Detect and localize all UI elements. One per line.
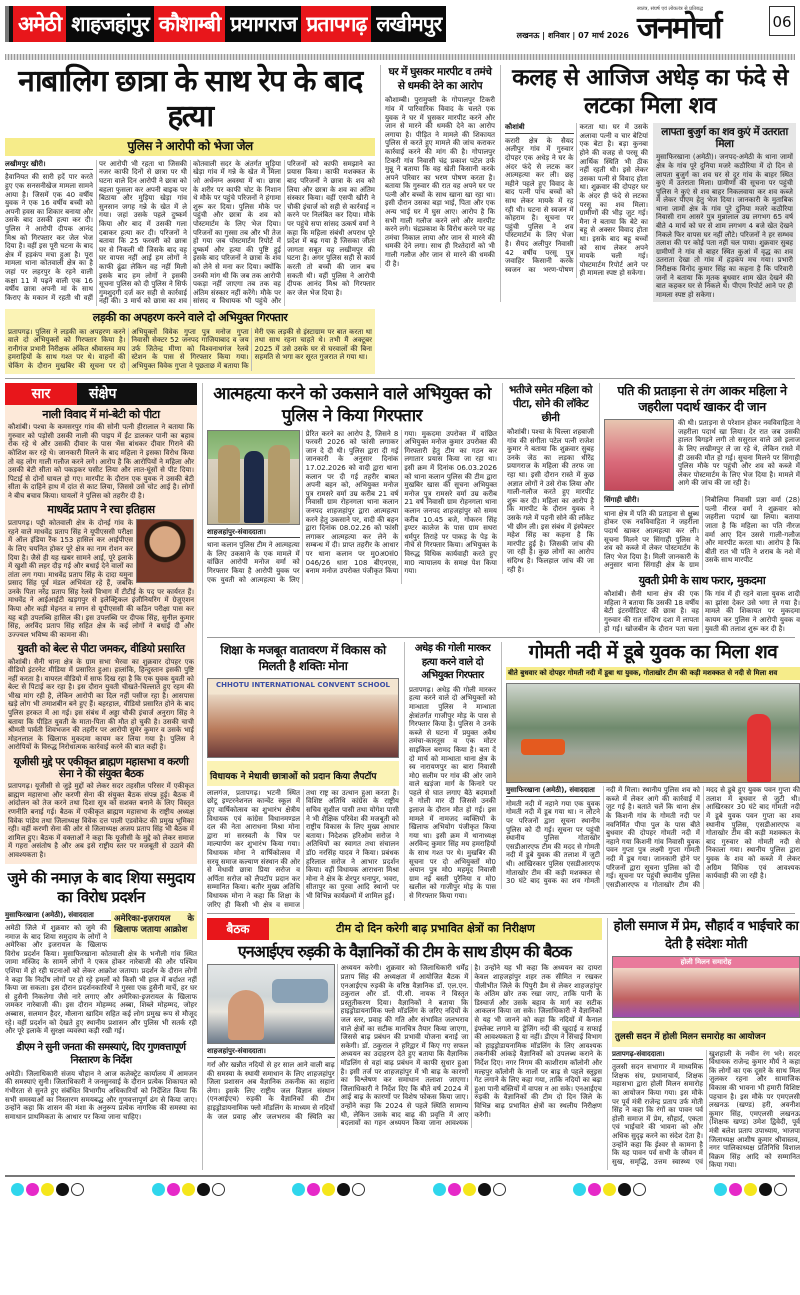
hanging-section <box>500 65 795 302</box>
poison-article <box>599 383 800 634</box>
holi-photo <box>612 956 800 1018</box>
row-d <box>207 918 800 1170</box>
education-body: लालगंज, प्रतापगढ़। भटनी स्थित छोटू इण्टरनेशनल कान्वेंट स्कूल में हुए वार्षिकोत्सव का शुभारंभ क्षेत्रीय विधायक एवं कांग्रेस विधानमण्डल दल की नेता आराधना मिश्रा मोना द्वारा मां सरस्वती के चित्र पर माल्यार्पण कर शुभारंभ किया गया। विधायक मोना ने वार्षिकोत्सव में सरयू समाज कल्याण संस्थान की ओर से मेधावी छात्रा प्रिया सरोज व अर्पिता सरोज को लैपटॉप प्रदान कर सम्मानित किया। बतौर मुख्य अतिथि विधायक मोना ने कहा कि शिक्षा के जरिए ही किसी भी क्षेत्र व समाज तथा राष्ट्र का उत्थान हुआ करता है। विशिष्ट अतिथि कांग्रेस के राष्ट्रीय सचिव सुशील पासी तथा योगेश पासी ने भी शैक्षिक परिवेश की मजबूती को राष्ट्रीय विकास के लिए मुख्य आधार बताया। निदेशक हरिओम सरोज ने अतिथियों का स्वागत तथा संचालन डॉ0 नरसिंह यादव ने किया। प्रबंधक हरिलाल सरोज ने आभार प्रदर्शन किया। वहीं विधायक आराधना मिश्रा मोना ने क्षेत्र के शेरपुर धनापुर, भवरा, सीतापुर का पुरवा आदि स्थानों पर भी विभिन्न कार्यक्रमों में शामिल हुईं। <box>207 788 399 909</box>
city-tab-pratapgarh[interactable]: प्रतापगढ़ <box>301 6 371 42</box>
shooting-article <box>404 642 496 900</box>
lead-article <box>5 65 375 374</box>
brief-headline: नाली विवाद में मां-बेटी को पीटा <box>42 407 160 421</box>
lead-body: लखीमपुर खीरी। हैवानियत की सारी हदें पार करते हुए एक सनसनीखेज मामला सामने आया है। जिसमें एक 40 वर्षीय युवक ने एक 16 वर्षीय बच्ची को अपनी हवस का शिकार बनाया और उसके बाद उसकी हत्या कर दी। पुलिस ने आरोपी दीपक आनंद मिश्र को गिरफ्तार कर जेल भेज दिया है। वहीं इस पूरी घटना के बाद क्षेत्र में हड़कंप मचा हुआ है। पूरा मामला थाना कोतवाली क्षेत्र का है जहां पर लहरपुर के रहने वाली कक्षा 11 में पढ़ने वाली एक 16 वर्षीय छात्रा अपनी मां के साथ किराए के मकान में रहती थी वहीं पर आरोपी भी रहता था जिसकी नजर काफी दिनों से छात्रा पर थी घटना वाले दिन आरोपी ने छात्रा को बहला फुसला कर अपनी बाइक पर बिठाया और मुड़िया खेड़ा गांव सुनसान जगह गन्ने के खेत में ले गया। जहां उसके पहले दुष्कर्म किया और बाद में उसकी गला दबाकर हत्या कर दी। परिजनों ने बताया कि 25 फरवरी को छात्रा घर से निकली थी जिसके बाद वह घर वापस नहीं आई हम लोगों ने काफी ढूंढा लेकिन वह नहीं मिली इसके बाद हम लोगों ने इसकी सूचना पुलिस को दी पुलिस ने सिर्फ गुमशुदगी दर्ज कर सही से कार्रवाई नहीं की। 3 मार्च को छात्रा का शव कोतवाली सदर के अंतर्गत मुड़िया खेड़ा गांव में गन्ने के खेत में मिला जो अर्धनग्न अवस्था में था। छात्रा के शरीर पर काफी चोट के निशान थे मौके पर पहुंचे परिजनों ने हंगामा शुरू कर दिया। पुलिस मौके पर पहुंची और छात्रा के शव को पोस्टमार्टम के लिए भेज दिया। परिजनों का गुस्सा तब और भी तेज हो गया जब पोस्टमार्टम रिपोर्ट में दुष्कर्म और हत्या की पुष्टि हुई इसके बाद परिजनों ने छात्रा के शव को लेने से मना कर दिया। क्योंकि उनकी मांग थी कि जब तक आरोपी पकड़ा नहीं जाएगा तब तक वह अंतिम संस्कार नहीं करेंगे। मौके पर सांसद व विधायक भी पहुंचे और परिजनों को काफी समझाने का प्रयास किया। काफी मशक्कत के बाद परिजनों ने छात्रा के शव को लिया और छात्रा के शव का अंतिम संस्कार किया। वहीं एसपी खीरी ने चौकी इंचार्ज को सही से कार्रवाई न करने पर निलंबित कर दिया। मौके पर पहुंचे सपा सांसद उत्कर्ष वर्मा ने कहा कि महिला संबंधी अपराध पूरे प्रदेश में बढ़ गया है जिसका जीता जागता सबूत यह लखीमपुर की घटना है। अगर पुलिस सही से कार्य करती तो बच्ची की जान बच सकती थी। वहीं पुलिस ने आरोपी दीपक आनंद मिश्र को गिरफ्तार कर जेल भेज दिया है। <box>5 159 375 306</box>
nih-headline: एनआईएच रुड़की के वैज्ञानिकों की टीम के साथ डीएम की बैठक <box>237 942 572 962</box>
dm-public-headline: डीएम ने सुनी जनता की समस्याएं, दिए गुणवत्तापूर्ण निस्तारण के निर्देश <box>16 1041 186 1066</box>
school-event-photo <box>207 678 399 758</box>
nih-body: शाहजहांपुर-संवाददाता। गर्रा और खन्नौत नदियों से हर साल आने वाली बाढ़ की समस्या के स्थायी समाधान के लिए शाहजहांपुर जिला प्रशासन अब वैज्ञानिक तकनीक का सहारा लेगा। इसके लिए राष्ट्रीय जल विज्ञान संस्थान (एनआईएच) रुड़की के वैज्ञानिकों की टीम हाइड्रोडायनामिक फ्लो मॉडलिंग के माध्यम से नदियों के जल प्रवाह और जलभराव की स्थिति का अध्ययन करेगी। शुक्रवार को जिलाधिकारी धर्मेंद्र प्रताप सिंह की अध्यक्षता में आयोजित बैठक में एनआईएच रुड़की के वरिष्ठ वैज्ञानिक डॉ. एल.एन. ठकुराल और डॉ. पी.सी. नायक ने विस्तृत प्रस्तुतीकरण दिया। वैज्ञानिकों ने बताया कि हाइड्रोडायनामिक फ्लो मॉडलिंग के जरिए नदियों के जल स्तर, प्रवाह की गति और संभावित जलभराव वाले क्षेत्रों का सटीक मानचित्र तैयार किया जाएगा, जिससे बाढ़ प्रबंधन की प्रभावी योजना बनाई जा सकेगी। डॉ. ठकुराल ने हरिद्वार में किए गए सफल अध्ययन का उदाहरण देते हुए बताया कि वैज्ञानिक मॉडलिंग से वहां बाढ़ प्रबंधन में काफी सुधार हुआ है। इसी तर्ज पर शाहजहांपुर में भी बाढ़ के कारणों का विश्लेषण कर समाधान तलाशा जाएगा। जिलाधिकारी ने निर्देश दिए कि बीते वर्ष 2024 में आई बाढ़ के कारणों पर विशेष फोकस किया जाए। उन्होंने कहा कि 2024 से पहले स्थिति सामान्य थी, लेकिन उसके बाद बाढ़ की प्रवृत्ति में आए बदलावों का गहन अध्ययन किया जाना आवश्यक है। उन्होंने यह भी कहा कि अध्ययन का दायरा केवल शाहजहांपुर शहर तक सीमित न रखकर पीलीभीत जिले के पिपुरी डैम से लेकर शाहजहांपुर के अंतिम छोर तक रखा जाए, ताकि पानी के डिस्चार्ज और उसके बहाव के मार्ग का सटीक आकलन किया जा सके। जिलाधिकारी ने वैज्ञानिकों से यह भी जानने को कहा कि नदियों में कैनाल इंफ्लेक्ट लगाने या ड्रेजिंग नदी की खुदाई व सफाई की आवश्यकता है या नहीं। डीएम ने सिंचाई विभाग को हाइड्रोडायनामिक मॉडलिंग के लिए आवश्यक तकनीकी आंकड़े वैज्ञानिकों को उपलब्ध कराने के निर्देश दिए। नगर निगम की काशीराम कॉलोनी और मल्हपुर कॉलोनी के नालों पर बाढ़ से पहले स्लूइस गेट लगाने के लिए कहा गया, ताकि नदियों का बढ़ा हुआ पानी बस्तियों में वापस न आ सके। एनआईएच रुड़की के वैज्ञानिकों की टीम दो दिन जिले के विभिन्न बाढ़ प्रभावित क्षेत्रों का स्थलीय निरीक्षण करेगी। <box>207 964 602 1128</box>
gomti-body: मुसाफिरखाना (अमेठी), संवाददाता गोमती नदी में नहाने गया एक युवक गोमती नदी में डूब गया था। न लौटने पर परिजनों द्वारा सूचना स्थानीय पुलिस को दी गई। सूचना पर पहुंची स्थानीय पुलिस गोताखोर एसडीआरएफ टीम की मदद से गोमती नदी में डूबे युवक की तलाश में जुटी थी। आखिरकार पुलिस एसडीआरएफ गोताखोर टीम की कड़ी मशक्कत से 30 घंटे बाद युवक का शव गोमती नदी में मिला। स्थानीय पुलिस शव को कब्जे में लेकर आगे की कार्रवाई में जुट गई है। बताते चलें कि थाना क्षेत्र के किशनी गांव के गोमती नदी पर नवनिर्मित पीपा पुल के पास बीते बुधवार की दोपहर गोमती नदी में नहाने गया किशनी गांव निवासी युवक पवन गुप्ता पुत्र लक्ष्मी गुप्ता गोमती नदी में डूब गया। जानकारी होने पर परिजनों द्वारा सूचना पुलिस को दी गई। सूचना पर पहुंची स्थानीय पुलिस एसडीआरएफ व गोताखोर टीम की मदद से डूबे हुए युवक पवन गुप्ता की तलाश में बुधवार से जुटी थी। आखिरकार 30 घंटे बाद गोमती नदी में डूबे युवक पवन गुप्ता का शव स्थानीय पुलिस, एसडीआरएफ व गोताखोर टीम की कड़ी मशक्कत के बाद गुरुवार को गोमती नदी से निकाला गया। स्थानीय पुलिस द्वारा युवक के शव को कब्जे में लेकर अग्रिम विधिक एवं आवश्यक कार्यवाही की जा रही है। <box>506 786 800 889</box>
left-stack <box>5 383 197 1122</box>
locket-headline: भतीजे समेत महिला को पीटा, सोने की लॉकेट छीनी <box>509 383 592 424</box>
eloped-headline: युवती प्रेमी के साथ फरार, मुकदमा <box>638 574 766 587</box>
poison-headline: पति की प्रताड़ना से तंग आकर महिला ने जहरीला पदार्थ खाकर दी जान <box>617 382 787 415</box>
holi-article <box>607 918 800 1170</box>
cmyk-marks <box>573 1179 648 1192</box>
city-tab-prayagraj[interactable]: प्रयागराज <box>225 6 301 42</box>
suicide-headline: आत्महत्या करने को उकसाने वाले अभियुक्त को पुलिस ने किया गिरफ्तार <box>213 383 491 426</box>
brief-body: प्रतापगढ़। यूजीसी से जुड़े मुद्दों को लेकर सदर तहसील परिसर में एकीकृत ब्राह्मण महासभा और करणी सेना की संयुक्त बैठक संपन्न हुई। बैठक में आंदोलन को तेज करने तथा दिशा सूत्र को सशक्त बनाने के लिए विस्तृत रणनीति बनाई गई। बैठक में एकीकृत ब्राह्मण महासभा के राष्ट्रीय अध्यक्ष विवेक पांडेय तथा जिलाध्यक्ष विवेक दत्त पाली एडवोकेट की प्रमुख भूमिका रही। वहीं करणी सेना की ओर से जिलाध्यक्ष अजय प्रताप सिंह भी बैठक में शामिल हुए। बैठक में वक्ताओं ने कहा कि यूजीसी के मुद्दे को लेकर समाज में गहरा असंतोष है और अब इसे राष्ट्रीय स्तर पर मजबूती से उठाने की आवश्यकता है। <box>8 782 194 859</box>
kidnap-body: प्रतापगढ़। पुलिस ने लड़की का अपहरण करने वाले दो अभियुक्तों को गिरफ्तार किया है। रानीगंज प्रभारी निरीक्षक अंकित श्रीवास्तव मय हमराहियों के साथ गश्त पर थे। वाहनों की चेकिंग के दौरान मुखबिर की सूचना पर दो अभियुक्तों विवेक गुप्ता पुत्र मनोज गुप्ता निवासी सेक्टर 52 जनपद गाजियाबाद व जय उर्फ जितेन्द्र मीणा को विश्वनाथगंज रेलवे स्टेशन के पास से गिरफ्तार किया गया। अभियुक्त विवेक गुप्ता ने पूछताछ में बताया कि मेरी एक लड़की से इंस्टाग्राम पर बात करता था तथा साथ रहना चाहते थे। तभी मैं अक्टूबर 2025 में उसे उसके घर से घरवालों की बिना सहमति से भगा कर सूरत गुजरात ले गया था। <box>8 327 372 370</box>
page-number: 06 <box>769 6 795 36</box>
masthead <box>5 0 795 54</box>
namaz-callout: अमेरिका-इज़रायल के खिलाफ जताया आक्रोश <box>111 911 197 940</box>
namaz-headline: जुमे की नमाज़ के बाद शिया समुदाय का विरोध प्रदर्शन <box>7 868 195 906</box>
education-callout: विधायक ने मेधावी छात्राओं को प्रदान किया लैपटॉप <box>207 761 399 786</box>
brief-body: कौशांबी। सैनी थाना क्षेत्र के ग्राम सभा भैरवा का शुक्रवार दोपहर एक वीडियो इंटरनेट मीडिया में प्रसारित हुआ। हालांकि, हिन्दुस्तान इसकी पुष्टि नहीं करता है। वायरल वीडियो में साफ दिख रहा है कि एक युवक युवती को बेल्ट से पिटाई कर रहा है। इस दौरान युवती चीखते-चिल्लाते हुए रहम की भीख मांग रही है, लेकिन आरोपी का दिल नहीं पसीज रहा है। आसपास खड़े लोग भी तमाशबीन बने हुए हैं। बहरहाल, वीडियो प्रसारित होने के बाद पुलिस हरकत में आ गई। इस संबंध में अड्डा चौकी इंचार्ज अनुराग सिंह ने बताया कि पीड़ित युवती के माता-पिता की मौत हो चुकी है। उसकी चाची श्रीमती पार्वती शिवभजन की तहरीर पर आरोपी सुमेर कुमार व उसके भाई मोहनलाल के खिलाफ मुकदमा कायम कर लिया गया है। पुलिस ने आरोपियों के विरुद्ध निरोधात्मक कार्रवाई करने की बात कही है। <box>8 657 194 752</box>
arrest-photo <box>207 430 300 525</box>
kidnap-article <box>5 309 375 374</box>
city-tab-kaushambi[interactable]: कौशाम्बी <box>154 6 226 42</box>
dateline: लखनऊ | शनिवार | 07 मार्च 2026 <box>516 31 629 40</box>
nih-subhead: टीम दो दिन करेगी बाढ़ प्रभावित क्षेत्रों का निरीक्षण <box>269 918 602 940</box>
top-row <box>5 65 795 374</box>
shooting-body: प्रतापगढ़। अधेड़ की गोली मारकर हत्या करने वाले दो अभियुक्तों को मान्धाता पुलिस ने मान्धाता क्षेत्रांतर्गत गाजीपुर मोड़ के पास से गिरफ्तार किया है। पुलिस ने उनके कब्जे से घटना में प्रयुक्त अवैध तमंचा-कारतूस व एक मोटर साइकिल बरामद किया है। बता दें दो मार्च को मान्धाता थाना क्षेत्र के स्व नारायणपुर का बारा निवासी मो0 सलीम पर गांव की ओर जाने वाले खड़ंजा मार्ग के किनारे पर पहले से घात लगाए बैठे बदमाशों ने गोली मार दी जिससे उनकी इलाज के दौरान मौत हो गई। इस मामले में नामजद व्यक्तियों के खिलाफ अभियोग पंजीकृत किया गया था। इसी क्रम में थानाध्यक्ष अरविन्द कुमार सिंह मय हमराहियों के साथ गश्त पर थे। मुखबिर की सूचना पर दो अभियुक्तों मो0 अयान पुत्र मो0 महमूद निवासी ग्राम नई बस्ती पुरैनिया व मो0 खलील को गाजीपुर मोड़ के पास से गिरफ्तार किया गया। <box>409 685 496 901</box>
suicide-body: शाहजहांपुर-संवाददाता। थाना कलान पुलिस टीम ने आत्महत्या के लिए उकसाने के एक मामले में वांछित आरोपी मनोज वर्मा को गिरफ्तार किया है आरोपी युवक पर एक युवती को आत्महत्या के लिए प्रेरित करने का आरोप है, जिसने 8 फरवरी 2026 को फांसी लगाकर जान दे दी थी। पुलिस द्वारा दी गई जानकारी के अनुसार दिनांक 17.02.2026 को वादी द्वारा थाना कलान पर दी गई तहरीर बाबत अपनी बहन को, अभियुक्त मनोज पुत्र रामसरे वर्मा उम्र करीब 21 वर्ष निवासी ग्राम रोहनगला थाना कलान जनपद शाहजहांपुर द्वारा आत्महत्या करने हेतु उकसाने पर, वादी की बहन द्वारा दिनांक 08.02.26 को फांसी लगाकर आत्महत्या कर लेने के सम्बन्ध में दी। प्राप्त तहरीर के आधार पर थाना कलान पर मु0अ0सं0 046/26 धारा 108 बीएनएस, बनाम मनोज उपरोक्त पंजीकृत किया गया। मुकदमा उपरोक्त में वांछित अभियुक्त मनोज कुमार उपरोक्त की गिरफ्तारी हेतु टीम का गठन कर लगातार प्रयास किया जा रहा था। इसी क्रम में दिनांक 06.03.2026 को थाना कलान पुलिस की टीम द्वारा मुखबिर खास की सूचना अभियुक्त मनोज पुत्र रामसरे वर्मा उम्र करीब 21 वर्ष निवासी ग्राम रोहनगला थाना कलान जनपद शाहजहांपुर को समय करीब 10.45 बजे, गोकरन सिंह इण्टर कालेज के पास ग्राम सथरा धर्मपुर तिराहे पर पाकड़ के पेड़ के नीचे से गिरफ्तार किया। अभियुक्त के विरुद्ध विधिक कार्यवाही करते हुए मा0 न्यायालय के समक्ष पेश किया गया। <box>207 429 497 584</box>
brief-headline: युवती को बेल्ट से पीटा जमकर, वीडियो प्रसारित <box>17 643 185 656</box>
print-registration-bar <box>5 1175 795 1194</box>
meeting-photo <box>207 964 335 1044</box>
locket-article <box>502 383 594 575</box>
kidnap-headline: लड़की का अपहरण करने वाले दो अभियुक्त गिरफ्तार <box>92 310 288 324</box>
school-banner: CHHOTU INTERNATIONAL CONVENT SCHOOL <box>216 680 390 689</box>
mid-top-article <box>380 65 495 268</box>
row-divider <box>5 378 795 379</box>
cmyk-marks <box>152 1179 227 1192</box>
hanging-body: कौशांबी करारी क्षेत्र के सैयद अलीपुर गांव में गुरुवार दोपहर एक अधेड़ ने घर के अंदर फंदे से लटक कर आत्महत्या कर ली। छह महीने पहले हुए विवाद के बाद पत्नी पांच बच्चों को साथ लेकर मायके में रह रही थी। घटना से स्वजन में कोहराम है। सूचना पर पहुंची पुलिस ने शव पोस्टमार्टम के लिए भेजा है। सैयद अलीपुर निवासी 42 वर्षीय परसू पुत्र जवाहिर किसानी करके स्वजन का भरण-पोषण करता था। घर में उसके अलावा पत्नी व चार बेटियां एक बेटा है। बड़ा कुनबा होने की वजह से परसू की आर्थिक स्थिति भी ठीक नहीं रहती थी। इसे लेकर उसका पत्नी से विवाद होता था। शुक्रवार की दोपहर घर के अंदर ही फंदे से लटका परसू का शव मिला। ग्रामीणों की भीड़ जुट गई। मैना ने बताया कि बेटे का बहू से अक्सर विवाद होता था। इसके बाद बहू बच्चों को साथ लेकर अपने मायके चली गई। पोस्टमार्टम रिपोर्ट आने पर ही मामला स्पष्ट हो सकेगा। <box>505 123 648 278</box>
cmyk-marks <box>292 1179 367 1192</box>
nih-label: बैठक <box>207 918 269 940</box>
logo-block <box>637 6 769 46</box>
brief-body: कौशांबी। पश्चा के कमसरपुर गांव की सोनी पत्नी हीरालाल ने बताया कि गुरुवार को पड़ोसी उसकी नाली की पाइप में ईंट डालकर पानी का बहाव रोक रहे थे और उसकी दीवार के पास भैंस बांधकर दीवार गिराने की कोशिश कर रहे थे। जानकारी मिलने के बाद महिला ने इसका विरोध किया तो वह लोग गाली गलौज करने लगे। आरोप है कि आरोपियों ने महिला और उसकी बेटी सीता को पकड़कर घसीट लिया और लात-घूंसों से पीट दिया। पिटाई से दोनों घायल हो गए। मारपीट के दौरान एक युवक ने उसकी बेटी सीता के दाहिने हाथ में दांत से काट लिया, जिससे उसे चोट आई है। लोगों ने बीच बचाव किया। घायलों ने पुलिस को तहरीर दी है। <box>8 423 194 500</box>
brief-header <box>5 383 197 405</box>
poison-body: की थी। प्रताड़ना से परेशान होकर नवविवाहिता ने जहरीला पदार्थ खा लिया। देर रात जब उसकी हालत बिगड़ने लगी तो ससुराल वाले उसे इलाज के लिए लखीमपुर ले जा रहे थे, लेकिन रास्ते में ही उसकी मौत हो गई। सूचना मिलने पर सिंगाही पुलिस मौके पर पहुंची और शव को कब्जे में लेकर पोस्टमार्टम के लिए भेज दिया है। मामले में आगे की जांच की जा रही है। सिंगाही खीरी। थाना क्षेत्र में पति की प्रताड़ना से क्षुब्ध होकर एक नवविवाहिता ने जहरीला पदार्थ खाकर आत्महत्या कर ली। सूचना मिलने पर सिंगाही पुलिस ने शव को कब्जे में लेकर पोस्टमार्टम के लिए भेज दिया है। मिली जानकारी के अनुसार थाना सिंगाही क्षेत्र के ग्राम निबौलिया निवासी प्रज्ञा वर्मा (28) पत्नी नीरज वर्मा ने शुक्रवार को जहरीला पदार्थ खा लिया। बताया जाता है कि महिला का पति नीरज वर्मा आए दिन उससे गाली-गलौज और मारपीट करता था। आरोप है कि बीती रात भी पति ने शराब के नशे में उसके साथ मारपीट <box>604 419 800 570</box>
gomti-headline: गोमती नदी में डूबे युवक का मिला शव <box>528 641 778 664</box>
brief-column <box>5 383 197 864</box>
missing-headline: लापता बुजुर्ग का शव कुएं में उतराता मिला <box>661 126 788 151</box>
row-c <box>207 641 800 909</box>
holi-banner: होली मिलन समारोह <box>680 958 732 967</box>
brief-headline: माधवेंद्र प्रताप ने रचा इतिहास <box>47 503 155 517</box>
madhvendra-photo <box>136 519 194 583</box>
education-article <box>207 642 399 909</box>
lead-subhead: पुलिस ने आरोपी को भेजा जेल <box>5 138 375 156</box>
cmyk-marks <box>11 1179 86 1192</box>
tagline: स्वतंत्र, संघर्ष एवं लोकतंत्र से प्रतिबद्ध <box>637 6 703 12</box>
cmyk-marks <box>433 1179 508 1192</box>
city-tab-lakhimpur[interactable]: लखीमपुर <box>371 6 446 42</box>
locket-body: कौशांबी। पश्चा के चिल्ला शहबाजी गांव की संगीता पटेल पत्नी राजेश कुमार ने बताया कि शुक्रवार सुबह उनके जेठ का लड़का धीरेंद्र प्रयागराज के महिला की तरफ जा रहा था। इसी दौरान रास्ते में कुछ अज्ञात लोगों ने उसे रोक लिया और गाली-गलौज करते हुए मारपीट शुरू कर दी। महिला का आरोप है कि मारपीट के दौरान युवक ने उसके गले में पहनी सोने की लॉकेट भी छीन ली। इस संबंध में इंस्पेक्टर महेश सिंह का कहना है कि मारपीट हुई है। जिसकी जांच की जा रही है। कुछ लोगों का आरोप संदिग्ध है। फिलहाल जांच की जा रही है। <box>507 428 594 574</box>
missing-article <box>653 123 796 302</box>
poison-side-text: की थी। प्रताड़ना से परेशान होकर नवविवाहिता ने जहरीला पदार्थ खा लिया। देर रात जब उसकी हालत बिगड़ने लगी तो ससुराल वाले उसे इलाज के लिए लखीमपुर ले जा रहे थे, लेकिन रास्ते में ही उसकी मौत हो गई। सूचना मिलने पर सिंगाही पुलिस मौके पर पहुंची और शव को कब्जे में लेकर पोस्टमार्टम के लिए भेज दिया है। मामले में आगे की जांच की जा रही है। <box>678 419 800 488</box>
brief-headline: यूजीसी मुद्दे पर एकीकृत ब्राह्मण महासभा व करणी सेना ने की संयुक्त बैठक <box>13 756 189 781</box>
city-tab-shahjahanpur[interactable]: शाहजहांपुर <box>66 6 154 42</box>
lead-headline: नाबालिग छात्रा के साथ रेप के बाद हत्या <box>18 64 362 134</box>
nih-banner <box>207 918 602 940</box>
city-tab-amethi[interactable]: अमेठी <box>13 6 66 42</box>
header-divider <box>5 54 795 60</box>
row-divider <box>207 913 795 914</box>
brief-label-sar: सार <box>5 383 77 405</box>
nih-article <box>207 918 602 1128</box>
lower-region <box>5 382 800 1170</box>
holi-headline: होली समाज में प्रेम, सौहार्द व भाईचारे का देती है संदेशः मोती <box>613 919 799 952</box>
gomti-subhead: बीते बुधवार को दोपहर गोमती नदी में डूबा था युवक, गोताखोर टीम की कड़ी मशक्कत से नदी से मिला शव <box>506 667 800 680</box>
holi-callout: तुलसी सदन में होली मिलन समारोह का आयोजन <box>612 1021 800 1046</box>
gomti-article <box>501 642 800 889</box>
holi-body: प्रतापगढ़-संवाददाता। तुलसी सदन सभागार में माध्यमिक शिक्षक संघ, प्रधानाचार्य, शिक्षक महासभा द्वारा होली मिलन समारोह का आयोजन किया गया। इस मौके पर पूर्व मंत्री राजेन्द्र प्रताप उर्फ मोती सिंह ने कहा कि रंगों का पावन पर्व होली समाज में प्रेम, सौहार्द, एकता एवं भाईचारे की भावना को और अधिक सुदृढ़ करने का संदेश देता है। उन्होंने कहा कि ईश्वर से कामना है कि यह पावन पर्व सभी के जीवन में सुख, समृद्धि, उत्तम स्वास्थ्य एवं खुशहाली के नवीन रंग भरे। सदर विधायक राजेन्द्र कुमार मौर्य ने कहा कि लोगों का एक दूसरे के साथ मिल जुलकर रहना और सामाजिक विकास की भावना भी हमारी विशिष्ट पहचान है। इस मौके पर एमएलसी लखनऊ (खण्ड) हरी, अवनीश कुमार सिंह, एमएलसी लखनऊ (शिक्षक खण्ड) उमेश द्विवेदी, पूर्व मंत्री बलेश प्रताप उपाध्याय, भाजपा जिलाध्यक्ष आशीष कुमार श्रीवास्तव, नगर पालिकाध्यक्ष प्रतिनिधि विशाल विक्रम सिंह आदि को सम्मानित किया गया। <box>612 1049 800 1170</box>
newspaper-logo: जनमोर्चा <box>637 11 721 46</box>
city-tabs <box>5 6 446 42</box>
row-divider <box>207 637 795 638</box>
mid-top-headline: घर में घुसकर मारपीट व तमंचे से धमकी देने का आरोप <box>388 66 492 93</box>
shooting-headline: अधेड़ की गोली मारकर हत्या करने वाले दो अभियुक्त गिरफ्तार <box>414 643 491 682</box>
mid-top-body: कौशाम्बी। पुरामुफ्ती के गोपालपुर टिकरी गांव में पारिवारिक विवाद के चलते एक युवक ने घर में घुसकर मारपीट करने और जान से मारने की धमकी देने का आरोप लगाया है। पीड़ित ने मामले की शिकायत पुलिस से करते हुए मामले की जांच कराकर कार्रवाई करने की मांग की है। गोपालपुर टिकरी गांव निवासी चंद्र प्रकाश पटेल उर्फ मुन्नू ने बताया कि वह खेती किसानी करके अपने परिवार का भरण पोषण करता है। बताया कि गुरुवार की रात वह अपने घर पर पत्नी और बच्चों के साथ खाना खा रहा था। इसी दौरान उसका बड़ा भाई, पिता और एक अन्य भाई घर में घुस आए। आरोप है कि सभी गाली गलौज करने लगे और मारपीट करने लगे। चंद्रप्रकाश के विरोध करने पर वह तमंचा निकाल लाया और जान से मारने की धमकी देने लगा। साथ ही रिश्तेदारों को भी गाली गलौज और जान से मारने की धमकी दी है। <box>385 96 495 268</box>
right-area <box>202 382 800 1170</box>
suicide-article <box>207 383 497 585</box>
brief-label-sankshep: संक्षेप <box>77 383 197 405</box>
row-b <box>207 382 800 634</box>
woman-photo <box>604 419 674 491</box>
education-headline: शिक्षा के मजबूत वातावरण में विकास को मिलती है शक्तिः मोना <box>220 643 386 674</box>
dm-public-body: अमेठी। जिलाधिकारी संजय चौहान ने आज कलेक्ट्रेट कार्यालय में आमजन की समस्याएं सुनी। जिलाधिकारी ने जनसुनवाई के दौरान प्रत्येक शिकायत को गंभीरता से सुनते हुए संबंधित विभागीय अधिकारियों को निर्देशित किया कि सभी समस्याओं का निस्तारण समयबद्ध और गुणवत्तापूर्ण ढंग से किया जाए। उन्होंने कहा कि शासन की मंशा के अनुरूप प्रत्येक नागरिक की समस्या का समाधान प्राथमिकता के आधार पर किया जाना चाहिए। <box>5 1069 197 1121</box>
namaz-body: अमेरिका-इज़रायल के खिलाफ जताया आक्रोश मुसाफिरखाना (अमेठी), संवाददाता अमेठी जिले में शुक्रवार को जुमे की नमाज के बाद शिया समुदाय के लोगों ने अमेरिका और इजरायल के खिलाफ विरोध प्रदर्शन किया। मुसाफिरखाना कोतवाली क्षेत्र के भनौली गांव स्थित जामा मस्जिद के सामने लोगों ने एकत्र होकर नारेबाजी की और पश्चिम एशिया में हो रही घटनाओं को लेकर आक्रोश जताया। प्रदर्शन के दौरान लोगों ने कहा कि निर्दोष लोगों पर हो रहे हमलों को किसी भी हाल में बर्दाश्त नहीं किया जा सकता। इस दौरान प्रदर्शनकारियों ने गुस्सा एक हुसैनी मार्चे, हर घर से हुसैनी निकलेगा जैसे नारे लगाए और अमेरिका-इजरायल के खिलाफ जमकर नारेबाजी की। इस दौरान मोहम्मद अब्बा, शिब्ले मोहम्मद, जोहर अब्बास, सलमान हैदर, मौलाना खादिम सहित कई लोग प्रमुख रूप से मौजूद रहे। वहीं प्रदर्शन को देखते हुए स्थानीय प्रशासन और पुलिस भी सतर्क रही और पूरे इलाके में सुरक्षा व्यवस्था कड़ी रखी गई। <box>5 910 197 1036</box>
cmyk-marks <box>714 1179 789 1192</box>
river-photo <box>506 683 800 783</box>
brief-body: प्रतापगढ़। पट्टी कोतवाली क्षेत्र के दोनई गांव के रहने वाले माधवेंद्र प्रताप सिंह ने यूपीएससी परीक्षा में ऑल इंडिया रैंक 153 हासिल कर आईपीएस के लिए चयनित होकर पूरे क्षेत्र का नाम रोशन कर दिया है। जैसे ही यह खबर सामने आई, पूरे इलाके में खुशी की लहर दौड़ गई और बधाई देने वालों का तांता लग गया। माधवेंद्र प्रताप सिंह के दादा यमुना प्रसाद सिंह पूर्व मंडल अभियंता रहे हैं, जबकि उनके पिता नरेंद्र प्रताप सिंह रेलवे विभाग में टीटीई के पद पर कार्यरत हैं। माधवेंद्र ने आईआईटी खड़गपुर से इलेक्ट्रिकल इंजीनियरिंग में ग्रेजुएशन किया और कड़ी मेहनत व लगन से यूपीएससी की कठिन परीक्षा पास कर यह बड़ी उपलब्धि हासिल की। इस उपलब्धि पर दीपक सिंह, सुनील कुमार सिंह, अरविंद प्रताप सिंह सहित क्षेत्र के कई लोगों ने बधाई दी और उज्ज्वल भविष्य की कामना की। <box>8 519 194 639</box>
hanging-headline: कलह से आजिज अधेड़ का फंदे से लटका मिला शव <box>512 65 788 119</box>
eloped-body: कौशांबी। सैनी थाना क्षेत्र की एक महिला ने बताया कि उसकी 18 वर्षीय बेटी इंटरमीडिएट की छात्रा है। वह गुरुवार की रात संदिग्ध दशा में लापता हो गई। खोजबीन के दौरान पता चला कि गांव में ही रहने वाला युवक शादी का झांसा देकर उसे भगा ले गया है। मामले की शिकायत पर मुकदमा कायम कर पुलिस ने आरोपी युवक व युवती की तलाश शुरू कर दी है। <box>604 590 800 633</box>
missing-body: मुसाफिरखाना (अमेठी)। जनपद-अमेठी के थाना जामों क्षेत्र के गांव पूरे दुनिया मजरे कठौरिया में दो दिन से लापता बुजुर्ग का शव घर से दूर गांव के बाहर स्थित कुएं में उतराता मिला। ग्रामीणों की सूचना पर पहुंची पुलिस ने कुएं से शव बाहर निकलवाया कर शव कब्जे में लेकर पीएम हेतु भेज दिया। जानकारी के मुताबिक थाना जामों क्षेत्र के गांव पूरे दुनिया मजरे कठौरिया निवासी राम आसरे पुत्र मुन्नालाल उम्र लगभग 65 वर्ष बीते 4 मार्च को घर से शाम लगभग 4 बजे खेत देखने निकले फिर वापस घर नहीं लौटे। परिजनों ने हर सम्भव तलाश की पर कोई पता नहीं चल पाया। शुक्रवार सुबह ग्रामीणों ने गांव से बाहर स्थित कुआं में वृद्ध का शव उतराता देखा तो गांव में हड़कंप मच गया। प्रभारी निरीक्षक विनोद कुमार सिंह का कहना है कि परिवारी जनों ने बताया कि मृतक बुधवार शाम खेत देखने की बात कहकर घर से निकले थे। पीएम रिपोर्ट आने पर ही मामला स्पष्ट हो सकेगा। <box>656 153 793 299</box>
